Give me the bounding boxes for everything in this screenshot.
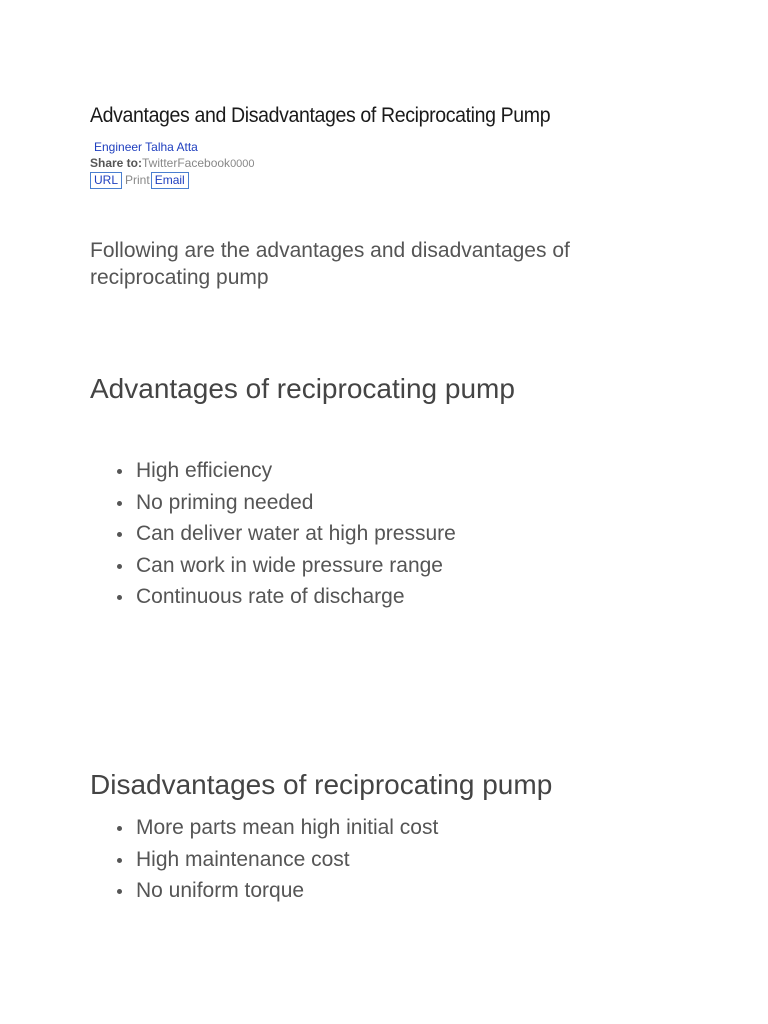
disadvantages-list [90,812,438,907]
list-item-text: Continuous rate of discharge [136,585,405,608]
bullet-icon [117,469,122,474]
list-item [90,518,456,550]
list-item-text: High maintenance cost [136,847,350,871]
bullet-icon [117,889,122,894]
list-item [90,487,456,519]
article-title: Advantages and Disadvantages of Reciprocating Pump [90,104,551,127]
bullet-icon [117,501,122,506]
bullet-icon [117,826,122,831]
list-item [90,455,456,487]
list-item-text: Can deliver water at high pressure [136,522,456,545]
share-count: 0000 [230,158,255,170]
list-item-text: Can work in wide pressure range [136,553,443,577]
bullet-icon [117,858,122,863]
disadvantages-heading: Disadvantages of reciprocating pump [90,769,553,800]
share-bar [90,156,255,170]
share-targets-link[interactable]: TwitterFacebook [142,156,231,170]
list-item [90,550,456,582]
list-item [90,812,438,844]
list-item [90,844,438,876]
advantages-list [90,455,456,613]
url-button[interactable]: URL [90,172,122,189]
share-label: Share to: [90,156,143,170]
bullet-icon [117,564,122,569]
intro-paragraph: Following are the advantages and disadvantages of reciprocating pump [90,239,570,289]
list-item-text: No uniform torque [136,879,305,902]
list-item [90,875,438,907]
list-item-text: More parts mean high initial cost [136,816,439,839]
bullet-icon [117,595,122,600]
list-item [90,581,456,613]
advantages-heading: Advantages of reciprocating pump [90,373,515,404]
print-button[interactable]: Print [125,173,150,187]
bullet-icon [117,532,122,537]
article-actions [90,172,189,189]
list-item-text: High efficiency [136,459,273,482]
author-link[interactable]: Engineer Talha Atta [94,140,198,154]
email-button[interactable]: Email [151,172,189,189]
list-item-text: No priming needed [136,490,314,514]
